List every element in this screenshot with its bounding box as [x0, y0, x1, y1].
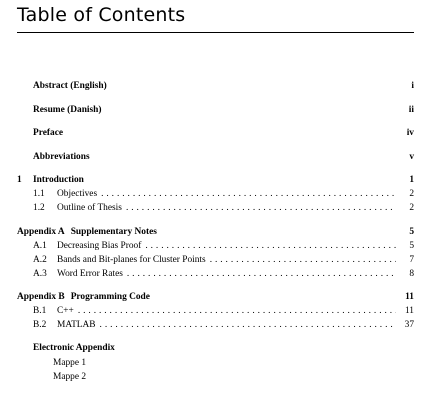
toc-section-cpp[interactable]: [17, 305, 414, 318]
section-title: C++: [57, 306, 74, 316]
toc-chapter-introduction[interactable]: [17, 174, 414, 187]
appendix-label: Appendix A: [17, 227, 65, 237]
chapter-page: 1: [409, 175, 414, 185]
toc-section-outline[interactable]: [17, 202, 414, 215]
title-rule: [17, 32, 414, 33]
section-number: B.1: [33, 306, 47, 316]
electronic-appendix-item[interactable]: Mappe 2: [53, 372, 87, 382]
section-title: Word Error Rates: [57, 269, 123, 279]
chapter-number: 1: [17, 175, 22, 185]
appendix-page: 11: [405, 292, 414, 302]
electronic-appendix-item[interactable]: Mappe 1: [53, 358, 87, 368]
toc-entry-page: ii: [408, 105, 414, 115]
section-page: 2: [409, 203, 414, 213]
section-page: 11: [404, 306, 414, 316]
page-title: Table of Contents: [17, 4, 186, 26]
section-title: Objectives: [57, 189, 98, 199]
section-page: 2: [409, 189, 414, 199]
dot-leader: [101, 188, 396, 201]
appendix-page: 5: [409, 227, 414, 237]
section-number: A.1: [33, 241, 47, 251]
appendix-title: Supplementary Notes: [70, 227, 157, 237]
dot-leader: [78, 305, 396, 318]
toc-entry-page: i: [411, 81, 414, 91]
toc-entry-preface[interactable]: [17, 127, 414, 140]
dot-leader: [145, 240, 396, 253]
section-title: Bands and Bit-planes for Cluster Points: [57, 255, 206, 265]
section-title: Decreasing Bias Proof: [57, 241, 142, 251]
toc-entry-title: Preface: [33, 128, 64, 138]
appendix-label: Appendix B: [17, 292, 65, 302]
toc-entry-title: Abstract (English): [33, 81, 107, 91]
toc-entry-abbreviations[interactable]: [17, 151, 414, 164]
section-title: Outline of Thesis: [57, 203, 122, 213]
toc-appendix-b[interactable]: [17, 291, 414, 304]
dot-leader: [127, 268, 396, 281]
toc-section-matlab[interactable]: [17, 319, 414, 332]
section-page: 37: [404, 320, 414, 330]
section-number: B.2: [33, 320, 47, 330]
toc-section-bands-bitplanes[interactable]: [17, 254, 414, 267]
electronic-appendix-title: Electronic Appendix: [33, 343, 115, 353]
section-number: 1.1: [33, 189, 45, 199]
section-page: 7: [409, 255, 414, 265]
chapter-title: Introduction: [33, 175, 84, 185]
toc-entry-title: Resume (Danish): [33, 105, 102, 115]
dot-leader: [210, 254, 396, 267]
toc-appendix-a[interactable]: [17, 226, 414, 239]
toc-entry-page: iv: [406, 128, 414, 138]
toc-entry-abstract[interactable]: [17, 80, 414, 93]
section-title: MATLAB: [57, 320, 96, 330]
dot-leader: [100, 319, 396, 332]
section-number: A.3: [33, 269, 47, 279]
toc-section-objectives[interactable]: [17, 188, 414, 201]
section-page: 8: [409, 269, 414, 279]
section-number: 1.2: [33, 203, 45, 213]
toc-section-bias-proof[interactable]: [17, 240, 414, 253]
dot-leader: [126, 202, 396, 215]
toc-section-word-error-rates[interactable]: [17, 268, 414, 281]
toc-entry-title: Abbreviations: [33, 152, 90, 162]
toc-entry-resume[interactable]: [17, 104, 414, 117]
toc-entry-page: v: [409, 152, 414, 162]
appendix-title: Programming Code: [70, 292, 150, 302]
section-number: A.2: [33, 255, 47, 265]
section-page: 5: [409, 241, 414, 251]
